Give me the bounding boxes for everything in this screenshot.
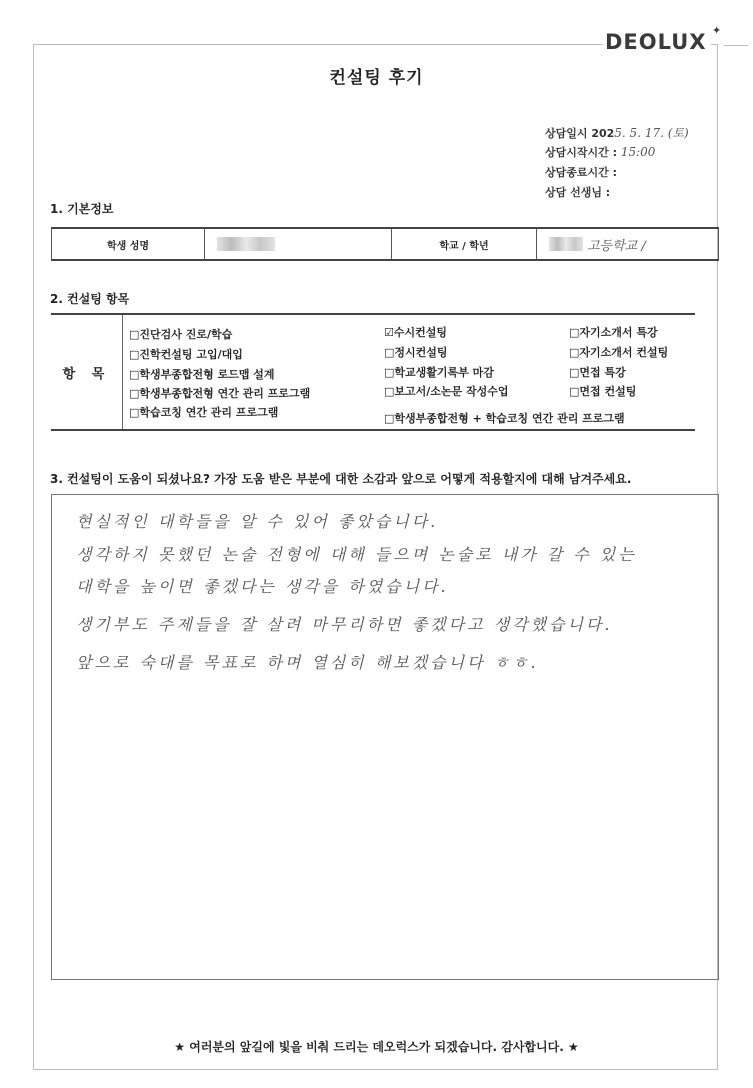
school-grade-label: 학교 / 학년 <box>392 228 537 260</box>
page-title: 컨설팅 후기 <box>329 68 424 88</box>
option-regular-admission: □정시컨설팅 <box>384 346 448 359</box>
consult-date <box>545 124 689 141</box>
option-diagnostic-test: □진단검사 진로/학습 <box>129 328 233 341</box>
consult-end-label: 상담종료시간 : <box>545 166 617 179</box>
student-name-label: 학생 성명 <box>52 228 205 260</box>
feedback-line-2: 생각하지 못했던 논술 전형에 대해 들으며 논술로 내가 갈 수 있는 <box>76 545 637 564</box>
option-annual-record-program: □학생부종합전형 연간 관리 프로그램 <box>129 387 311 400</box>
option-self-intro-lecture: □자기소개서 특강 <box>569 326 658 339</box>
consult-start-time <box>545 144 655 160</box>
option-annual-coaching-program: □학습코칭 연간 관리 프로그램 <box>129 406 279 419</box>
basic-info-table <box>51 227 719 261</box>
redacted-name <box>217 237 275 251</box>
section-feedback-question: 3. 컨설팅이 도움이 되셨나요? 가장 도움 받은 부분에 대한 소감과 앞으로 어떻게 적용할지에 대해 남겨주세요. <box>50 472 632 486</box>
option-interview-consulting: □면접 컨설팅 <box>569 385 637 398</box>
feedback-line-3: 대학을 높이면 좋겠다는 생각을 하였습니다. <box>76 577 449 596</box>
deolux-logo: DEOLUX <box>603 30 711 54</box>
feedback-line-1: 현실적인 대학들을 알 수 있어 좋았습니다. <box>76 512 439 531</box>
school-handwritten: 고등학교 / <box>587 238 646 254</box>
feedback-line-4: 생기부도 주제들을 잘 살려 마무리하면 좋겠다고 생각했습니다. <box>76 615 613 634</box>
option-admission-consulting: □진학컨설팅 고입/대입 <box>129 348 243 361</box>
footer-message: ★ 여러분의 앞길에 빛을 비춰 드리는 데오럭스가 되겠습니다. 감사합니다. ★ <box>174 1040 579 1054</box>
consult-start-label: 상담시작시간 : <box>545 146 617 159</box>
feedback-line-5: 앞으로 숙대를 목표로 하며 열심히 해보겠습니다 ㅎㅎ. <box>76 653 539 672</box>
option-school-record-finish: □학교생활기록부 마감 <box>384 366 494 379</box>
school-grade-value <box>537 228 719 260</box>
option-thesis-writing: □보고서/소논문 작성수업 <box>384 385 509 398</box>
feedback-answer-box <box>51 494 719 980</box>
option-interview-lecture: □면접 특강 <box>569 366 626 379</box>
section-consulting-items-heading: 2. 컨설팅 항목 <box>50 292 130 306</box>
option-self-intro-consulting: □자기소개서 컨설팅 <box>569 346 669 359</box>
option-combined-program: □학생부종합전형 + 학습코칭 연간 관리 프로그램 <box>384 412 625 425</box>
option-roadmap-design: □학생부종합전형 로드맵 설계 <box>129 368 275 381</box>
consult-teacher-label: 상담 선생님 : <box>545 186 611 199</box>
consult-teacher <box>545 184 610 200</box>
section-basic-info-heading: 1. 기본정보 <box>50 202 114 216</box>
consult-start-value: 15:00 <box>620 145 656 159</box>
student-name-value <box>205 228 392 260</box>
option-early-admission-checked: ☑수시컨설팅 <box>384 326 447 339</box>
consult-date-label: 상담일시 202 <box>545 127 615 140</box>
header-rule <box>724 45 748 46</box>
consult-date-value: 5. 5. 17. (토) <box>614 126 689 140</box>
sparkle-icon: ✦ <box>712 24 722 37</box>
items-row-label: 항 목 <box>51 315 123 429</box>
consult-end-time <box>545 164 617 180</box>
redacted-school <box>549 237 583 251</box>
